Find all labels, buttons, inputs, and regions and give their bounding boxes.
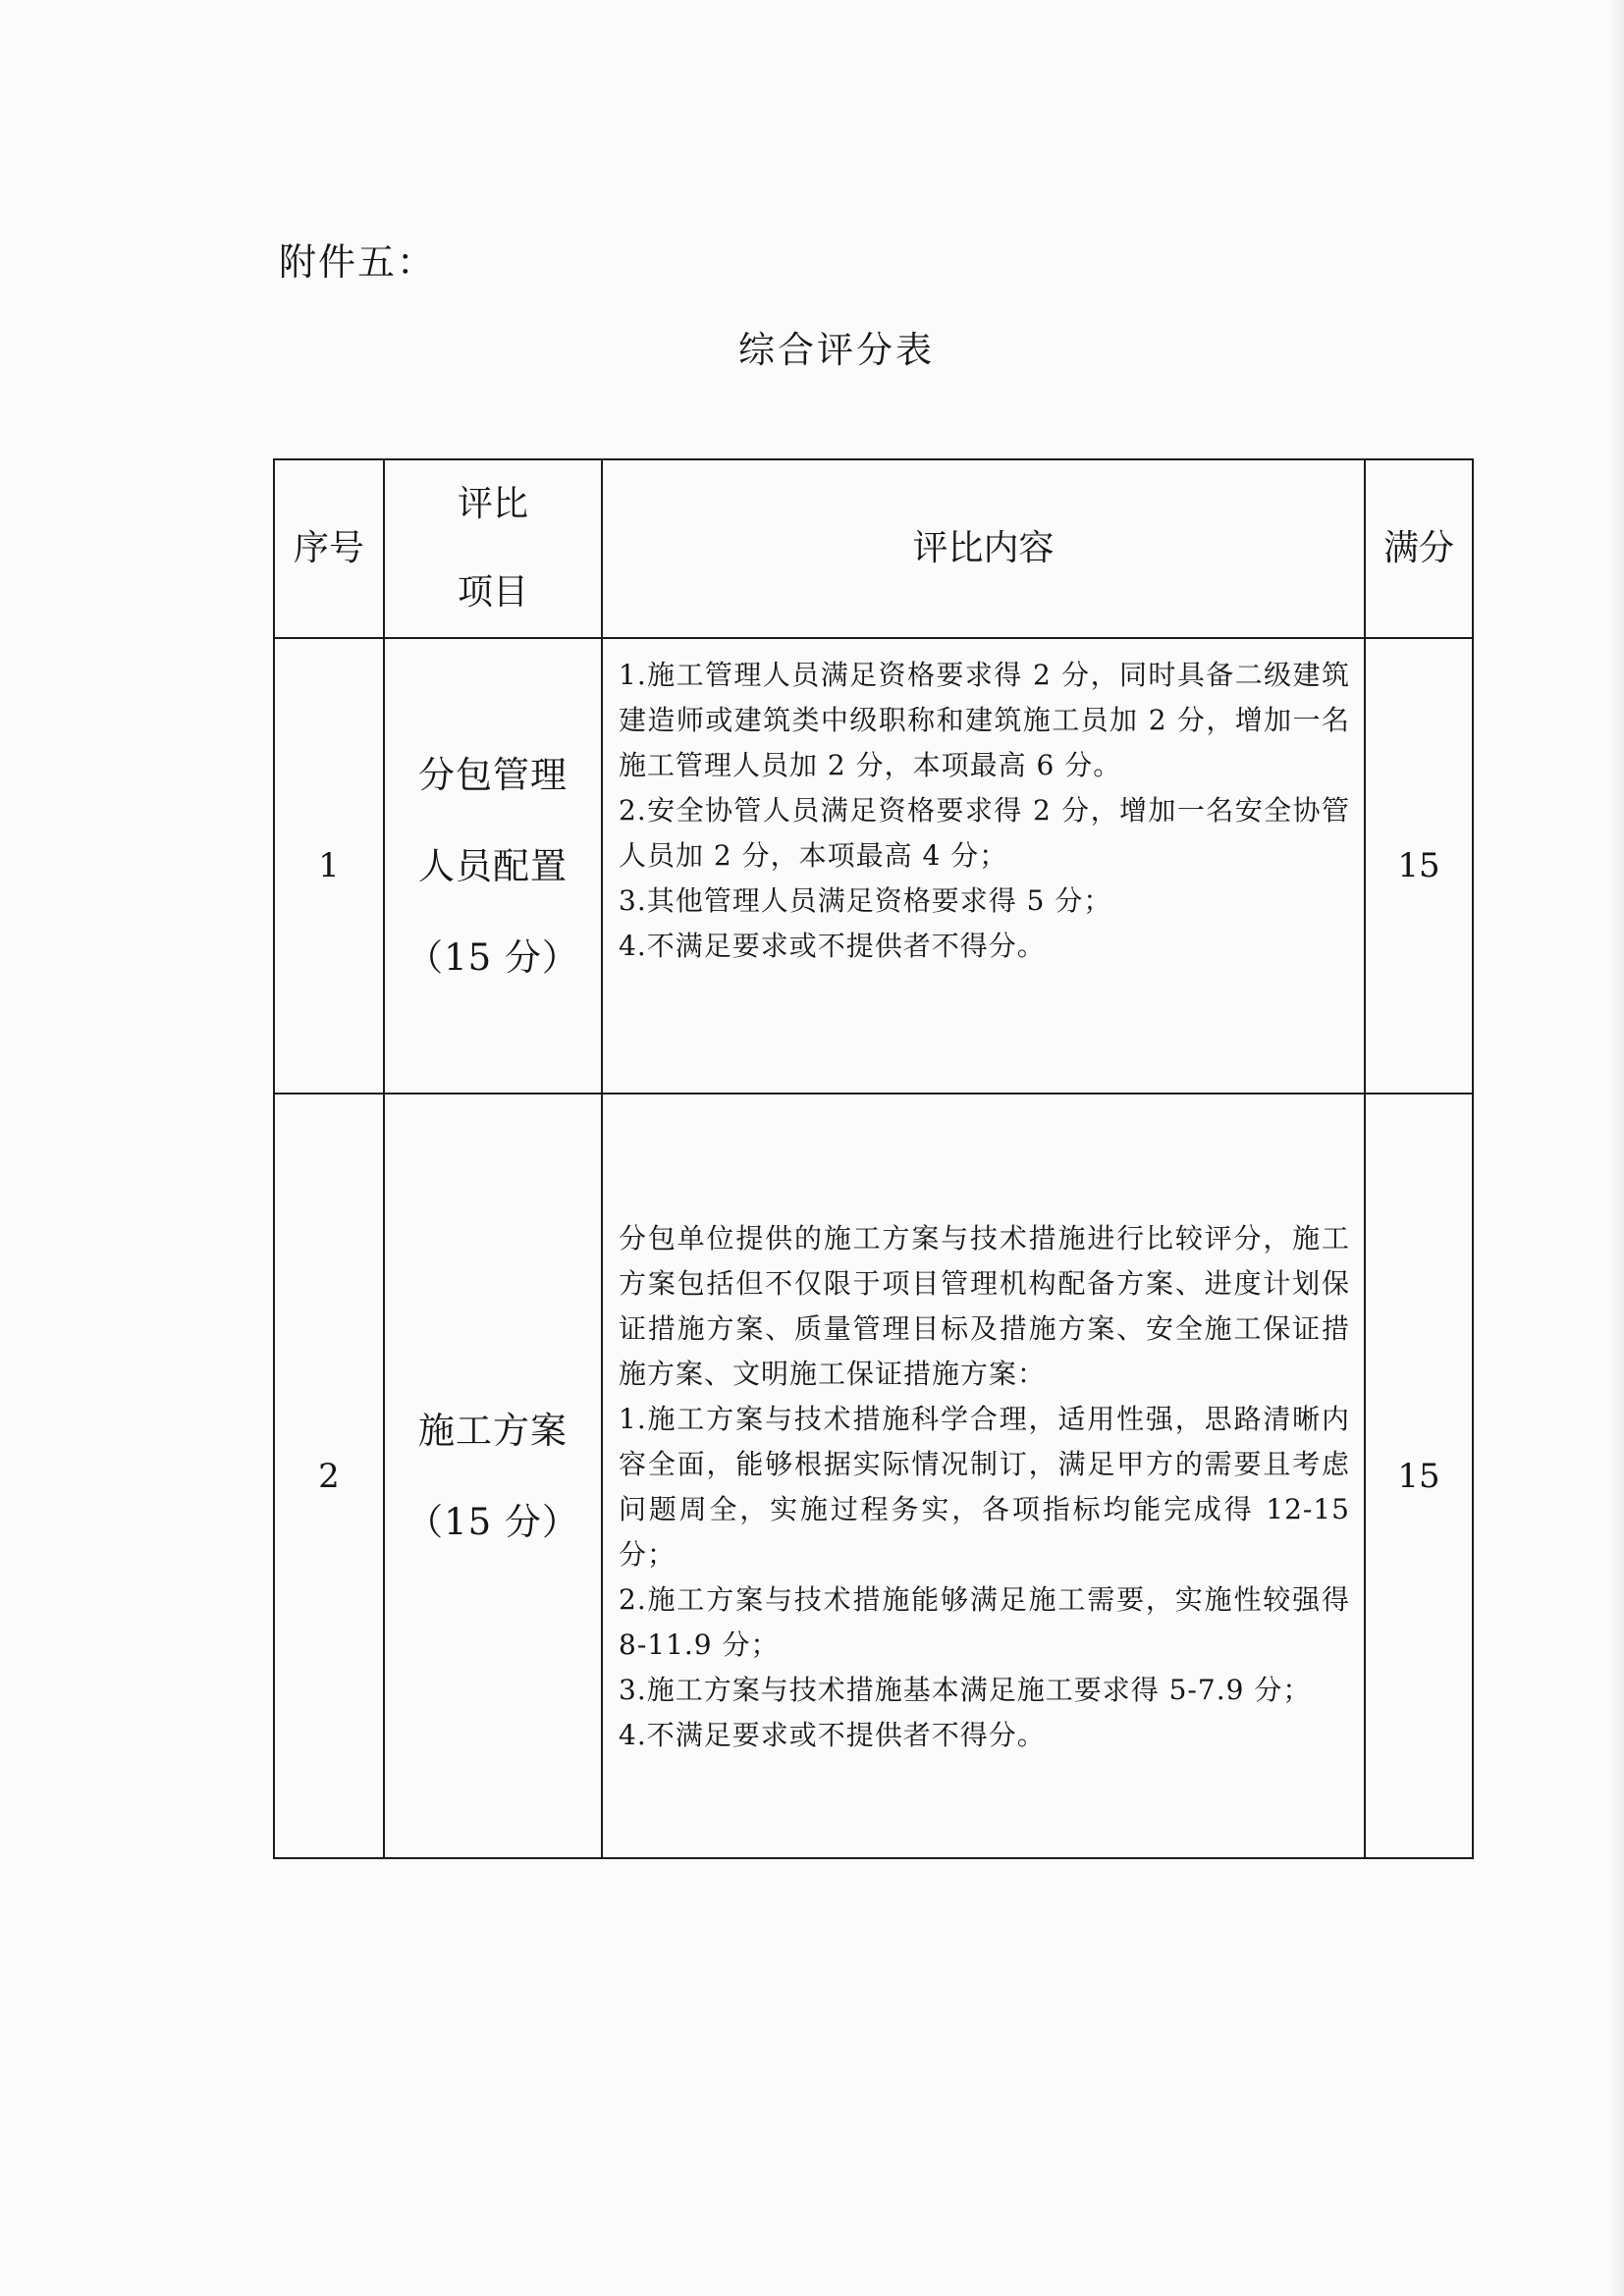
row-content [602, 1094, 1365, 1858]
content-line: 4.不满足要求或不提供者不得分。 [619, 930, 1046, 962]
content-line: 3.施工方案与技术措施基本满足施工要求得 5-7.9 分； [619, 1674, 1312, 1706]
content-line: 1.施工管理人员满足资格要求得 2 分，同时具备二级建筑建造师或建筑类中级职称和建筑施工员加 2 分，增加一名施工管理人员加 2 分，本项最高 6 分。 [619, 659, 1350, 781]
content-line: 4.不满足要求或不提供者不得分。 [619, 1719, 1046, 1751]
header-item-line: 评比 [457, 484, 528, 524]
row-item-line: 施工方案 [418, 1409, 568, 1452]
header-item [384, 459, 602, 638]
row-item [384, 638, 602, 1094]
row-index: 1 [274, 638, 384, 1094]
row-item [384, 1094, 602, 1858]
row-item-line: （15 分） [406, 1500, 579, 1543]
scoring-table [273, 458, 1474, 1859]
header-item-line: 项目 [457, 572, 528, 613]
row-item-line: 人员配置 [418, 844, 568, 887]
document-title: 综合评分表 [738, 329, 935, 371]
table-row [274, 1094, 1473, 1858]
table-row [274, 638, 1473, 1094]
content-line: 2.施工方案与技术措施能够满足施工需要，实施性较强得 8-11.9 分； [619, 1583, 1350, 1661]
attachment-label: 附件五： [279, 240, 437, 284]
content-line: 3.其他管理人员满足资格要求得 5 分； [619, 884, 1112, 917]
row-score: 15 [1365, 638, 1473, 1094]
table-header-row [274, 459, 1473, 638]
content-line: 分包单位提供的施工方案与技术措施进行比较评分，施工方案包括但不仅限于项目管理机构配备方案、进度计划保证措施方案、质量管理目标及措施方案、安全施工保证措施方案、文明施工保证措施方案： [619, 1222, 1350, 1390]
content-line: 2.安全协管人员满足资格要求得 2 分，增加一名安全协管人员加 2 分，本项最高 4 分； [619, 794, 1350, 872]
row-score: 15 [1365, 1094, 1473, 1858]
header-score: 满分 [1365, 459, 1473, 638]
row-content [602, 638, 1365, 1094]
row-item-line: （15 分） [406, 935, 579, 979]
row-item-line: 分包管理 [418, 753, 568, 796]
content-line: 1.施工方案与技术措施科学合理，适用性强，思路清晰内容全面，能够根据实际情况制订，满足甲方的需要且考虑问题周全，实施过程务实，各项指标均能完成得 12-15 分； [619, 1403, 1350, 1571]
row-index: 2 [274, 1094, 384, 1858]
header-content: 评比内容 [602, 459, 1365, 638]
header-index: 序号 [274, 459, 384, 638]
